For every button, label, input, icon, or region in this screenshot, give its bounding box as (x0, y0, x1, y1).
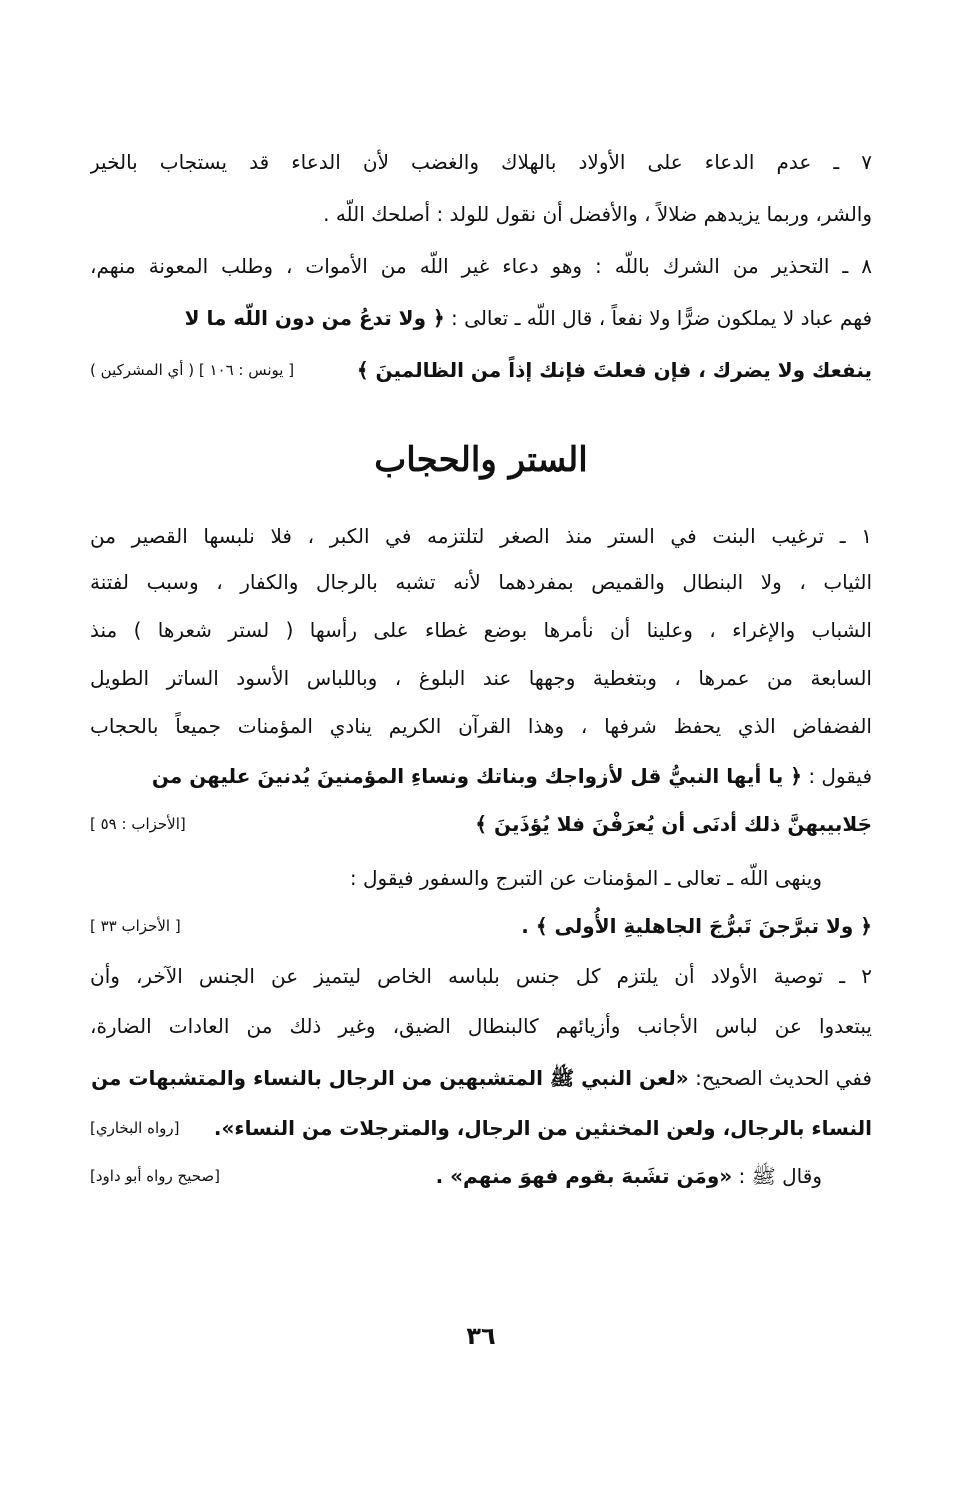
quran-ahzab-33: ﴿ ولا تبرَّجنَ تَبرُّجَ الجاهليةِ الأُولى ﴾ . (521, 914, 872, 938)
text-line-17 (90, 1056, 872, 1100)
line-17-plain: ففي الحديث الصحيح: (688, 1066, 872, 1090)
text-line-13: وينهى اللّه ـ تعالى ـ المؤمنات عن التبرج والسفور فيقول : (349, 866, 822, 890)
text-line-15: ٢ ـ توصية الأولاد أن يلتزم كل جنس بلباسه الخاص ليتميز عن الجنس الآخر، وأن (90, 964, 872, 988)
text-line-19 (90, 1154, 822, 1198)
text-line-1: ٧ ـ عدم الدعاء على الأولاد بالهلاك والغضب لأن الدعاء قد يستجاب بالخير (90, 150, 872, 174)
page-number: ٣٦ (466, 1322, 496, 1350)
quran-verse-end: ينفعك ولا يضرك ، فإن فعلتَ فإنك إذاً من الظالمينَ ﴾ (356, 358, 872, 382)
hadith-reference-bukhari: [رواه البخاري] (90, 1119, 180, 1137)
line-11-plain: فيقول : (801, 764, 872, 788)
quran-verse-start: ﴿ ولا تدعُ من دون اللّه ما لا (184, 306, 445, 330)
text-line-6: ١ ـ ترغيب البنت في الستر منذ الصغر لتلتزمه في الكبر ، فلا نلبسها القصير من (90, 524, 872, 548)
hadith-reference-abu-dawud: [صحيح رواه أبو داود] (90, 1167, 221, 1185)
verse-reference-yunus: [ يونس : ١٠٦ ] ( أي المشركين ) (90, 361, 295, 379)
line-4-plain: فهم عباد لا يملكون ضرًّا ولا نفعاً ، قال اللّه ـ تعالى : (444, 306, 872, 330)
text-line-5 (90, 348, 872, 392)
text-line-4 (90, 296, 872, 340)
text-line-8: الشباب والإغراء ، وعلينا أن نأمرها بوضع غطاء على رأسها ( لستر شعرها ) منذ (90, 618, 872, 642)
hadith-abu-dawud: «ومَن تشَبهَ بقوم فهوَ منهم» . (435, 1164, 733, 1188)
hadith-bukhari-end: النساء بالرجال، ولعن المخنثين من الرجال، والمترجلات من النساء». (213, 1116, 872, 1140)
text-line-11 (90, 754, 872, 798)
text-line-12 (90, 802, 872, 846)
text-line-7: الثياب ، ولا البنطال والقميص بمفردهما لأنه تشبه بالرجال والكفار ، وسبب لفتنة (90, 570, 872, 594)
hadith-bukhari-start: «لعن النبي ﷺ المتشبهين من الرجال بالنساء والمتشبهات من (91, 1066, 689, 1090)
verse-reference-ahzab-33: [ الأحزاب ٣٣ ] (90, 917, 181, 935)
section-title: الستر والحجاب (374, 440, 588, 480)
text-line-3: ٨ ـ التحذير من الشرك باللّه : وهو دعاء غير اللّه من الأموات ، وطلب المعونة منهم، (90, 254, 872, 278)
line-19-plain: وقال ﷺ : (732, 1164, 822, 1188)
text-line-10: الفضفاض الذي يحفظ شرفها ، وهذا القرآن الكريم ينادي المؤمنات جميعاً بالحجاب (90, 714, 872, 738)
text-line-16: يبتعدوا عن لباس الأجانب وأزيائهم كالبنطال الضيق، وغير ذلك من العادات الضارة، (90, 1014, 872, 1038)
text-line-2: والشر، وربما يزيدهم ضلالاً ، والأفضل أن نقول للولد : أصلحك اللّه . (323, 202, 872, 226)
text-line-18 (90, 1106, 872, 1150)
verse-reference-ahzab-59: [الأحزاب : ٥٩ ] (90, 815, 186, 833)
quran-ahzab-59-end: جَلابيبهنَّ ذلك أدنَى أن يُعرَفْنَ فلا يُؤذَينَ ﴾ (475, 812, 872, 836)
quran-ahzab-59-start: ﴿ يا أيها النبيُّ قل لأزواجك وبناتك ونساءِ المؤمنينَ يُدنينَ عليهن من (151, 764, 802, 788)
text-line-14 (90, 904, 872, 948)
text-line-9: السابعة من عمرها ، وبتغطية وجهها عند البلوغ ، وباللباس الأسود الساتر الطويل (90, 666, 872, 690)
